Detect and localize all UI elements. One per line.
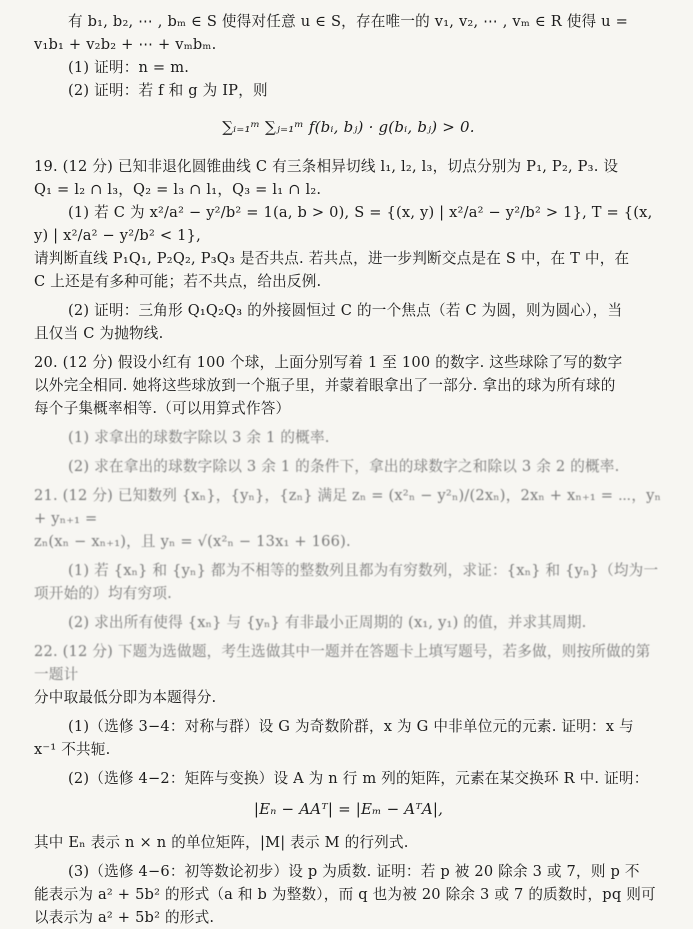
sub-question-2: (2) 求出所有使得 {xₙ} 与 {yₙ} 有非最小正周期的 (x₁, y₁) 的值，并求其周期. (68, 614, 587, 631)
sub-question-1: (1)（选修 3−4：对称与群）设 G 为奇数阶群，x 为 G 中非单位元的元素. 证明：x 与 (68, 718, 634, 735)
text-line: 有 b₁, b₂, ⋯ , bₘ ∈ S 使得对任意 u ∈ S，存在唯一的 v₁, v₂, ⋯ , vₘ ∈ R 使得 u = (68, 13, 629, 30)
question-21-heading: 21. (12 分) 已知数列 {xₙ}，{yₙ}，{zₙ} 满足 zₙ = (x²ₙ − y²ₙ)/(2xₙ)，2xₙ + xₙ₊₁ = ⋯，yₙ + yₙ₊₁ = (34, 487, 662, 527)
sub-question-2: (2)（选修 4−2：矩阵与变换）设 A 为 n 行 m 列的矩阵，元素在某交换环 R 中. 证明： (68, 770, 649, 787)
text-line: Q₁ = l₂ ∩ l₃，Q₂ = l₃ ∩ l₁，Q₃ = l₁ ∩ l₂. (34, 181, 322, 198)
text-line: 其中 Eₙ 表示 n × n 的单位矩阵，|M| 表示 M 的行列式. (34, 834, 409, 851)
sub-question-3: (3)（选修 4−6：初等数论初步）设 p 为质数. 证明：若 p 被 20 除余 3 或 7，则 p 不 (68, 863, 640, 880)
formula-determinant: |Eₙ − AAᵀ| = |Eₘ − AᵀA|, (253, 800, 444, 818)
question-19-heading: 19. (12 分) 已知非退化圆锥曲线 C 有三条相异切线 l₁, l₂, l₃，切点分别为 P₁, P₂, P₃. 设 (34, 158, 619, 175)
text-line: v₁b₁ + v₂b₂ + ⋯ + vₘbₘ. (34, 36, 217, 53)
question-20-heading: 20. (12 分) 假设小红有 100 个球，上面分别写着 1 至 100 的数字. 这些球除了写的数字 (34, 354, 623, 371)
sub-question-1: (1) 求拿出的球数字除以 3 余 1 的概率. (68, 429, 330, 446)
sub-question-1: (1) 证明：n = m. (68, 59, 190, 76)
question-22-heading: 22. (12 分) 下题为选做题，考生选做其中一题并在答题卡上填写题号，若多做，则按所做的第一题计 (34, 643, 651, 683)
text-line: 项开始的）均有穷项. (34, 585, 172, 602)
sub-question-1: (1) 若 C 为 x²/a² − y²/b² = 1(a, b > 0), S = {(x, y) | x²/a² − y²/b² > 1}, T = {(x, y) | x²/a² − y²/b² < 1}, (34, 204, 653, 244)
text-line: 分中取最低分即为本题得分. (34, 689, 217, 706)
text-line: 能表示为 a² + 5b² 的形式（a 和 b 为整数），而 q 也为被 20 除余 3 或 7 的质数时，pq 则可 (34, 886, 656, 903)
text-line: 每个子集概率相等.（可以用算式作答） (34, 400, 291, 417)
formula-double-sum: ∑ᵢ₌₁ᵐ ∑ⱼ₌₁ᵐ f(bᵢ, bⱼ) · g(bᵢ, bⱼ) > 0. (222, 118, 475, 136)
text-line: C 上还是有多种可能；若不共点，给出反例. (34, 273, 322, 290)
text-line: 以表示为 a² + 5b² 的形式. (34, 909, 215, 926)
sub-question-2: (2) 证明：若 f 和 g 为 IP，则 (68, 82, 268, 99)
text-line: 以外完全相同. 她将这些球放到一个瓶子里，并蒙着眼拿出了一部分. 拿出的球为所有球的 (34, 377, 616, 394)
text-line: x⁻¹ 不共轭. (34, 741, 111, 758)
sub-question-2: (2) 求在拿出的球数字除以 3 余 1 的条件下，拿出的球数字之和除以 3 余 2 的概率. (68, 458, 620, 475)
text-line: zₙ(xₙ − xₙ₊₁)，且 yₙ = √(x²ₙ − 13x₁ + 166). (34, 533, 351, 550)
sub-question-1: (1) 若 {xₙ} 和 {yₙ} 都为不相等的整数列且都为有穷数列，求证：{xₙ} 和 {yₙ}（均为一 (68, 562, 659, 579)
text-line: 且仅当 C 为抛物线. (34, 325, 164, 342)
sub-question-2: (2) 证明：三角形 Q₁Q₂Q₃ 的外接圆恒过 C 的一个焦点（若 C 为圆，则为圆心），当 (68, 302, 623, 319)
text-line: 请判断直线 P₁Q₁, P₂Q₂, P₃Q₃ 是否共点. 若共点，进一步判断交点是在 S 中，在 T 中，在 (34, 250, 630, 267)
